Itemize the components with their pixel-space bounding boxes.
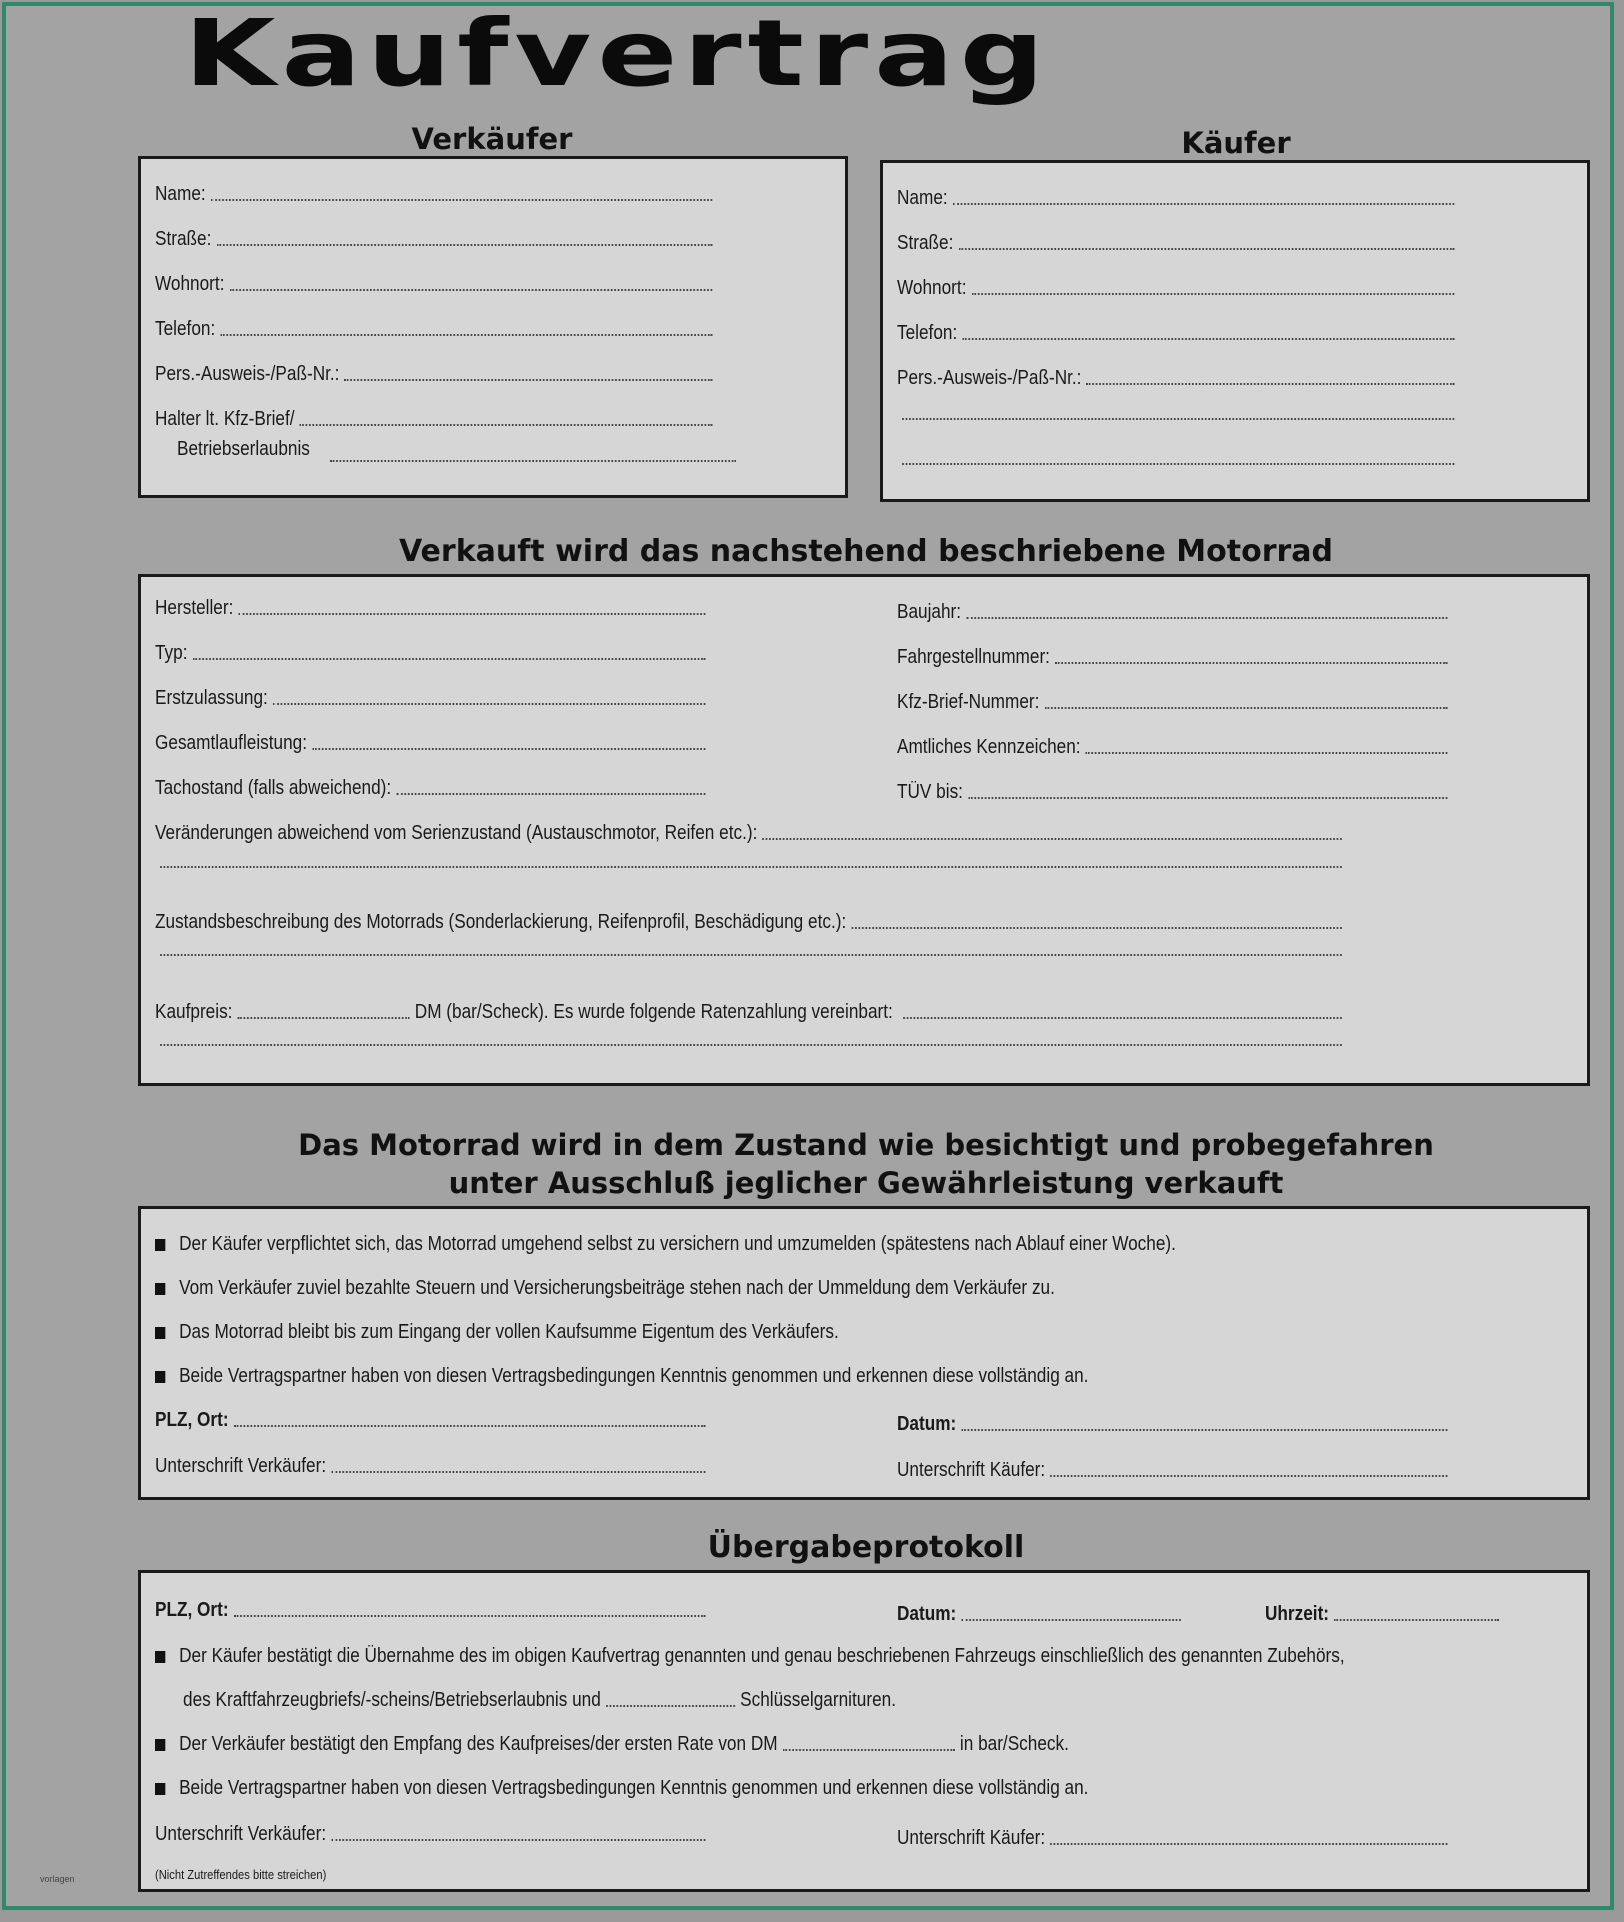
handover-box bbox=[138, 1570, 1590, 1892]
handover-term-1-line2[interactable]: des Kraftfahrzeugbriefs/-scheins/Betriebserlaubnis und Schlüsselgarnituren. bbox=[183, 1689, 896, 1711]
contract-page bbox=[2, 2, 1614, 1910]
vehicle-heading: Verkauft wird das nachstehend beschriebene Motorrad bbox=[398, 534, 1334, 569]
handover-term-3: Beide Vertragspartner haben von diesen Vertragsbedingungen Kenntnis genommen und erkennen diese vollständig an. bbox=[155, 1777, 1342, 1800]
seller-heading: Verkäufer bbox=[411, 122, 573, 156]
price-row[interactable]: Kaufpreis: DM (bar/Scheck). Es wurde folgende Ratenzahlung vereinbart: bbox=[155, 1001, 1342, 1024]
build-year-row[interactable]: Baujahr: bbox=[897, 601, 1447, 624]
license-plate-row[interactable]: Amtliches Kennzeichen: bbox=[897, 736, 1447, 759]
registration-doc-row[interactable]: Kfz-Brief-Nummer: bbox=[897, 691, 1447, 714]
handover-time-row[interactable]: Uhrzeit: bbox=[1265, 1603, 1499, 1626]
buyer-extra-line2[interactable] bbox=[897, 462, 1454, 470]
handover-note: (Nicht Zutreffendes bitte streichen) bbox=[155, 1867, 327, 1882]
bullet-icon bbox=[155, 1371, 165, 1383]
tacho-row[interactable]: Tachostand (falls abweichend): bbox=[155, 777, 705, 800]
condition-row[interactable]: Zustandsbeschreibung des Motorrads (Sonderlackierung, Reifenprofil, Beschädigung etc.): bbox=[155, 911, 1342, 934]
bullet-icon bbox=[155, 1283, 165, 1295]
handover-seller-signature-row[interactable]: Unterschrift Verkäufer: bbox=[155, 1823, 705, 1846]
term-3: Das Motorrad bleibt bis zum Eingang der vollen Kaufsumme Eigentum des Verkäufers. bbox=[155, 1321, 1342, 1344]
handover-term-1: Der Käufer bestätigt die Übernahme des im obigen Kaufvertrag genannten und genau beschriebenen Fahrzeugs einschließlich des genannten Zubehörs, bbox=[155, 1645, 1342, 1668]
seller-phone-row[interactable]: Telefon: bbox=[155, 318, 712, 341]
buyer-heading: Käufer bbox=[1181, 126, 1291, 160]
first-registration-row[interactable]: Erstzulassung: bbox=[155, 687, 705, 710]
page-title: Kaufvertrag bbox=[184, 2, 1051, 107]
terms-place-row[interactable]: PLZ, Ort: bbox=[155, 1409, 705, 1432]
handover-place-row[interactable]: PLZ, Ort: bbox=[155, 1599, 705, 1622]
terms-date-row[interactable]: Datum: bbox=[897, 1413, 1447, 1436]
buyer-box bbox=[880, 160, 1590, 502]
seller-id-row[interactable]: Pers.-Ausweis-/Paß-Nr.: bbox=[155, 363, 712, 386]
seller-city-row[interactable]: Wohnort: bbox=[155, 273, 712, 296]
manufacturer-row[interactable]: Hersteller: bbox=[155, 597, 705, 620]
terms-buyer-signature-row[interactable]: Unterschrift Käufer: bbox=[897, 1459, 1447, 1482]
vehicle-box bbox=[138, 574, 1590, 1086]
buyer-id-row[interactable]: Pers.-Ausweis-/Paß-Nr.: bbox=[897, 367, 1454, 390]
mileage-row[interactable]: Gesamtlaufleistung: bbox=[155, 732, 705, 755]
buyer-phone-row[interactable]: Telefon: bbox=[897, 322, 1454, 345]
seller-street-row[interactable]: Straße: bbox=[155, 228, 712, 251]
seller-name-row[interactable]: Name: bbox=[155, 183, 712, 206]
buyer-street-row[interactable]: Straße: bbox=[897, 232, 1454, 255]
seller-holder-row[interactable]: Halter lt. Kfz-Brief/ bbox=[155, 408, 712, 431]
changes-line2[interactable] bbox=[155, 865, 1342, 873]
condition-line2[interactable] bbox=[155, 953, 1342, 961]
seller-box bbox=[138, 156, 848, 498]
term-4: Beide Vertragspartner haben von diesen Vertragsbedingungen Kenntnis genommen und erkennen diese vollständig an. bbox=[155, 1365, 1342, 1388]
price-line2[interactable] bbox=[155, 1043, 1342, 1051]
seller-holder-extra: Betriebserlaubnis bbox=[177, 438, 310, 460]
bullet-icon bbox=[155, 1327, 165, 1339]
changes-row[interactable]: Veränderungen abweichend vom Serienzustand (Austauschmotor, Reifen etc.): bbox=[155, 822, 1342, 845]
handover-date-row[interactable]: Datum: bbox=[897, 1603, 1181, 1626]
handover-heading: Übergabeprotokoll bbox=[707, 1530, 1025, 1565]
terms-heading-line2: unter Ausschluß jeglicher Gewährleistung verkauft bbox=[448, 1166, 1284, 1200]
term-2: Vom Verkäufer zuviel bezahlte Steuern und Versicherungsbeiträge stehen nach der Ummeldung dem Verkäufer zu. bbox=[155, 1277, 1342, 1300]
buyer-name-row[interactable]: Name: bbox=[897, 187, 1454, 210]
bullet-icon bbox=[155, 1783, 165, 1795]
chassis-number-row[interactable]: Fahrgestellnummer: bbox=[897, 646, 1447, 669]
terms-heading-line1: Das Motorrad wird in dem Zustand wie besichtigt und probegefahren bbox=[298, 1128, 1434, 1162]
seller-holder-line2[interactable] bbox=[325, 459, 736, 467]
type-row[interactable]: Typ: bbox=[155, 642, 705, 665]
terms-box bbox=[138, 1206, 1590, 1500]
bullet-icon bbox=[155, 1739, 165, 1751]
terms-seller-signature-row[interactable]: Unterschrift Verkäufer: bbox=[155, 1455, 705, 1478]
handover-term-2[interactable]: Der Verkäufer bestätigt den Empfang des Kaufpreises/der ersten Rate von DM in bar/Scheck. bbox=[155, 1733, 1342, 1756]
bullet-icon bbox=[155, 1239, 165, 1251]
handover-buyer-signature-row[interactable]: Unterschrift Käufer: bbox=[897, 1827, 1447, 1850]
term-1: Der Käufer verpflichtet sich, das Motorrad umgehend selbst zu versichern und umzumelden (spätestens nach Ablauf einer Woche). bbox=[155, 1233, 1342, 1256]
tuev-row[interactable]: TÜV bis: bbox=[897, 781, 1447, 804]
bullet-icon bbox=[155, 1651, 165, 1663]
buyer-city-row[interactable]: Wohnort: bbox=[897, 277, 1454, 300]
buyer-extra-line1[interactable] bbox=[897, 417, 1454, 425]
watermark: vorlagen bbox=[40, 1874, 75, 1884]
